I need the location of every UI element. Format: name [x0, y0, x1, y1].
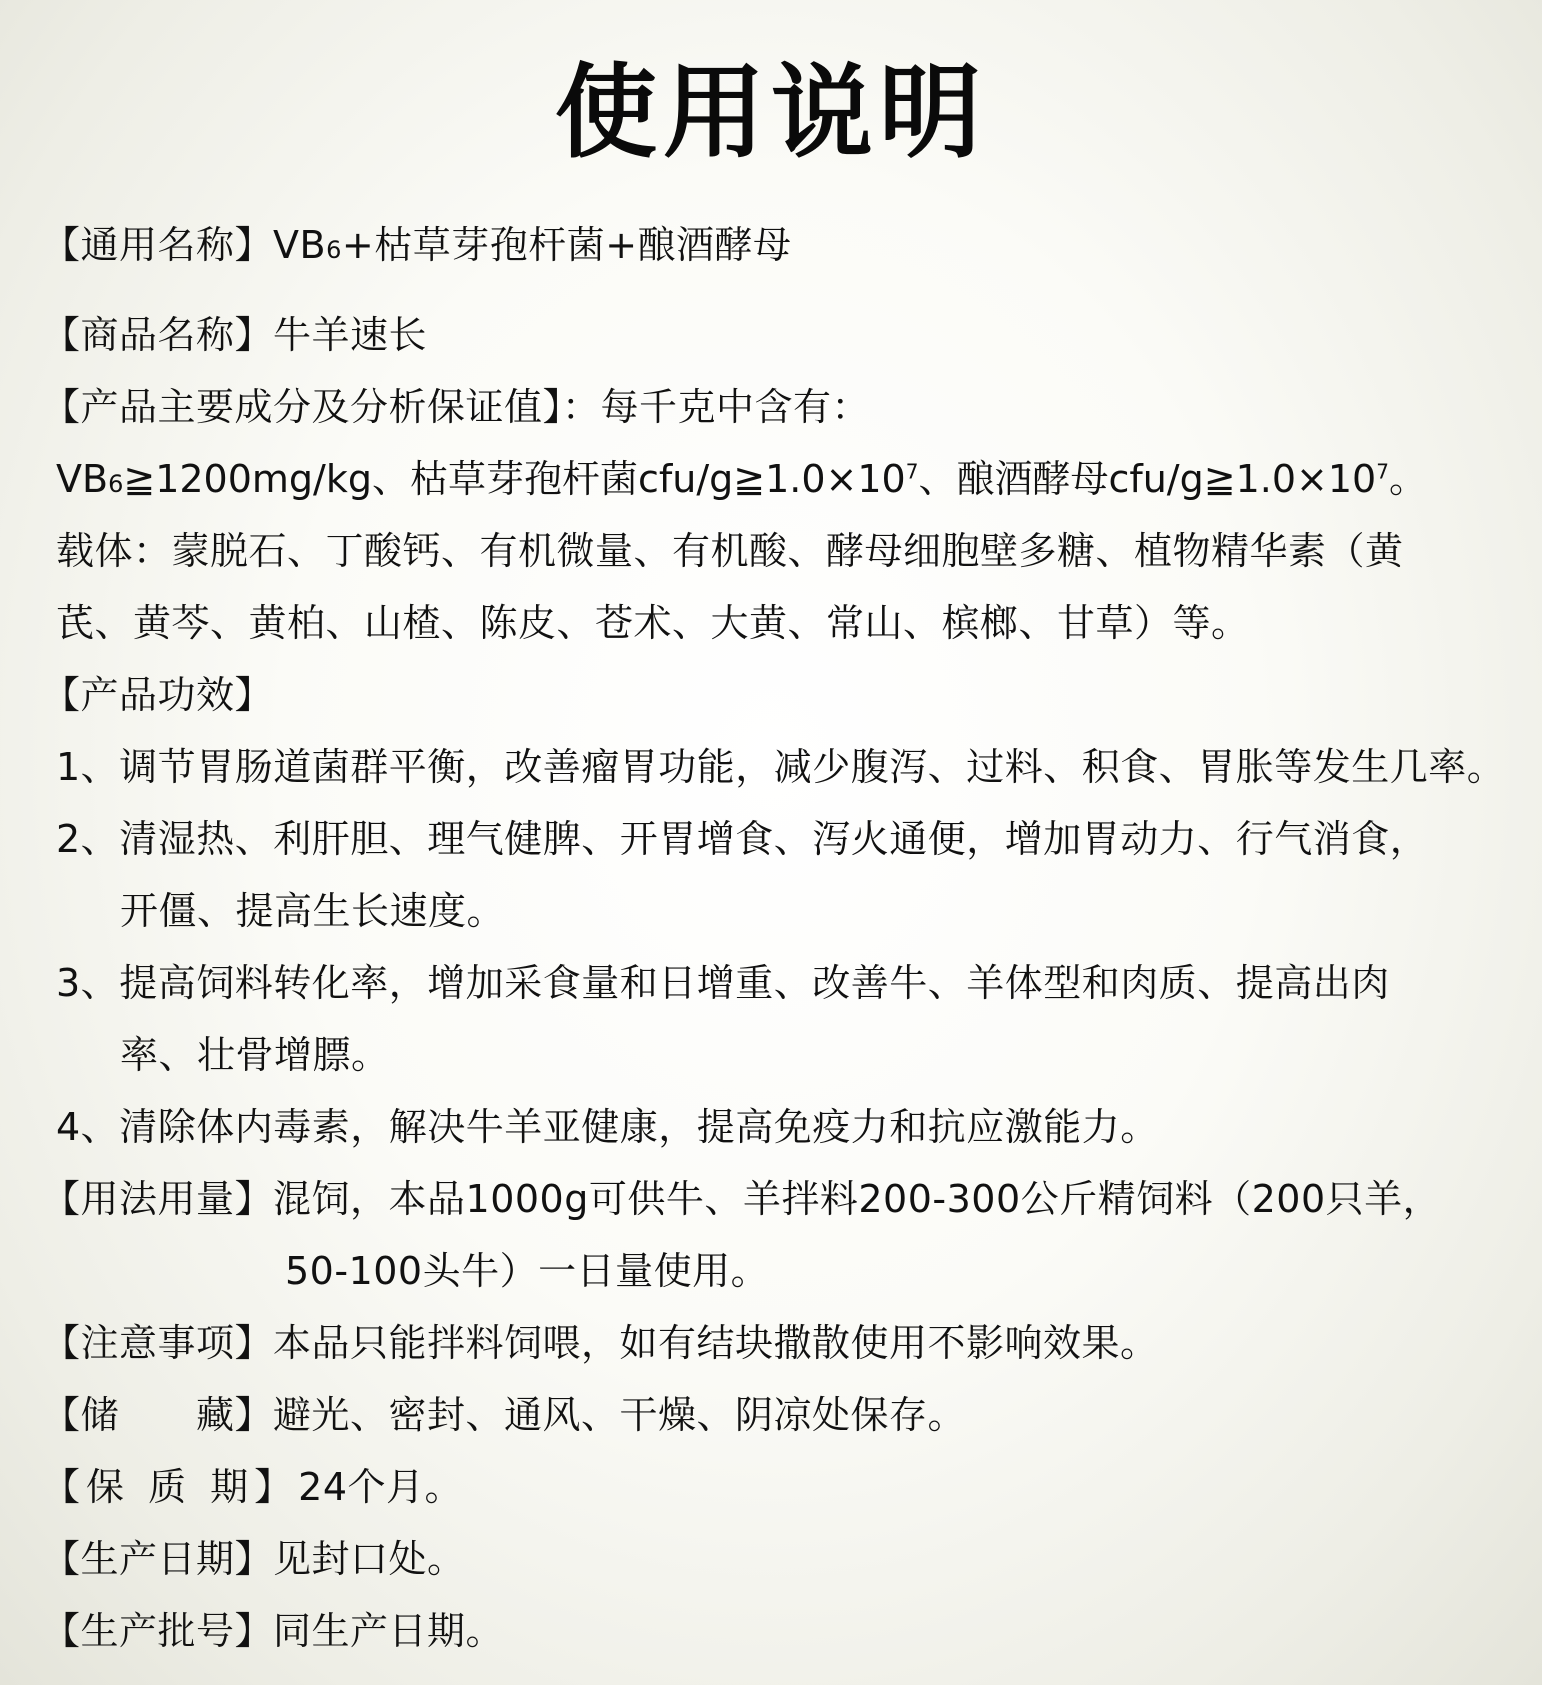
shelf-life-label: 【保 质 期】 — [42, 1465, 299, 1509]
yeast-value: 、酿酒酵母cfu/g≧1.0×10 — [918, 457, 1377, 501]
generic-name-value-post: +枯草芽孢杆菌+酿酒酵母 — [341, 223, 792, 267]
ingredients-values-row — [56, 457, 1427, 501]
efficacy-item-4 — [56, 1105, 1159, 1149]
shelf-life-row — [42, 1465, 464, 1509]
notice-label: 【注意事项】 — [42, 1321, 274, 1365]
storage-value: 避光、密封、通风、干燥、阴凉处保存。 — [273, 1393, 967, 1437]
dosage-row — [42, 1177, 1442, 1221]
production-date-row — [42, 1537, 466, 1581]
product-name-value: 牛羊速长 — [273, 313, 428, 357]
efficacy-item-3 — [56, 961, 1390, 1005]
efficacy-item-number: 4、 — [56, 1105, 120, 1149]
efficacy-heading: 【产品功效】 — [42, 673, 274, 717]
efficacy-item-text: 调节胃肠道菌群平衡，改善瘤胃功能，减少腹泻、过料、积食、胃胀等发生几率。 — [119, 745, 1506, 789]
efficacy-item-1 — [56, 745, 1506, 789]
efficacy-item-text: 清湿热、利肝胆、理气健脾、开胃增食、泻火通便，增加胃动力、行气消食， — [119, 817, 1429, 861]
vb-sub: 6 — [108, 470, 124, 498]
product-name-label: 【商品名称】 — [42, 313, 274, 357]
efficacy-item-text: 清除体内毒素，解决牛羊亚健康，提高免疫力和抗应激能力。 — [119, 1105, 1159, 1149]
generic-name-value-sub: 6 — [326, 236, 342, 264]
carrier-line-2: 芪、黄芩、黄柏、山楂、陈皮、苍术、大黄、常山、槟榔、甘草）等。 — [56, 601, 1250, 645]
notice-row — [42, 1321, 1159, 1365]
storage-row — [42, 1393, 967, 1437]
vb-pre: VB — [56, 457, 109, 501]
efficacy-item-3-continued: 率、壮骨增膘。 — [120, 1033, 390, 1077]
generic-name-row — [42, 223, 792, 267]
generic-name-label: 【通用名称】 — [42, 223, 274, 267]
exponent-1: 7 — [905, 459, 919, 484]
ingredients-intro: ：每千克中含有： — [562, 385, 871, 429]
efficacy-item-number: 1、 — [56, 745, 120, 789]
product-name-row — [42, 313, 428, 357]
ingredients-label: 【产品主要成分及分析保证值】 — [42, 385, 563, 429]
exponent-2: 7 — [1376, 459, 1389, 484]
dosage-continued: 50-100头牛）一日量使用。 — [285, 1249, 770, 1293]
notice-value: 本品只能拌料饲喂，如有结块撒散使用不影响效果。 — [273, 1321, 1159, 1365]
generic-name-value-pre: VB — [273, 223, 327, 267]
dosage-value: 混饲，本品1000g可供牛、羊拌料200-300公斤精饲料（200只羊， — [273, 1177, 1442, 1221]
carrier-line-1: 载体：蒙脱石、丁酸钙、有机微量、有机酸、酵母细胞壁多糖、植物精华素（黄 — [56, 529, 1404, 573]
efficacy-item-text: 提高饲料转化率，增加采食量和日增重、改善牛、羊体型和肉质、提高出肉 — [119, 961, 1390, 1005]
shelf-life-value: 24个月。 — [298, 1465, 464, 1509]
storage-label: 【储 藏】 — [42, 1393, 274, 1437]
efficacy-item-2 — [56, 817, 1429, 861]
efficacy-item-number: 3、 — [56, 961, 120, 1005]
batch-number-row — [42, 1609, 505, 1653]
production-date-value: 见封口处。 — [273, 1537, 466, 1581]
batch-number-label: 【生产批号】 — [42, 1609, 274, 1653]
ingredients-row — [42, 385, 871, 429]
production-date-label: 【生产日期】 — [42, 1537, 274, 1581]
dosage-label: 【用法用量】 — [42, 1177, 274, 1221]
efficacy-item-2-continued: 开僵、提高生长速度。 — [120, 889, 506, 933]
efficacy-item-number: 2、 — [56, 817, 120, 861]
batch-number-value: 同生产日期。 — [273, 1609, 505, 1653]
page-title: 使用说明 — [555, 53, 987, 173]
values-end: 。 — [1388, 457, 1427, 501]
vb-value: ≧1200mg/kg、枯草芽孢杆菌cfu/g≧1.0×10 — [123, 457, 906, 501]
